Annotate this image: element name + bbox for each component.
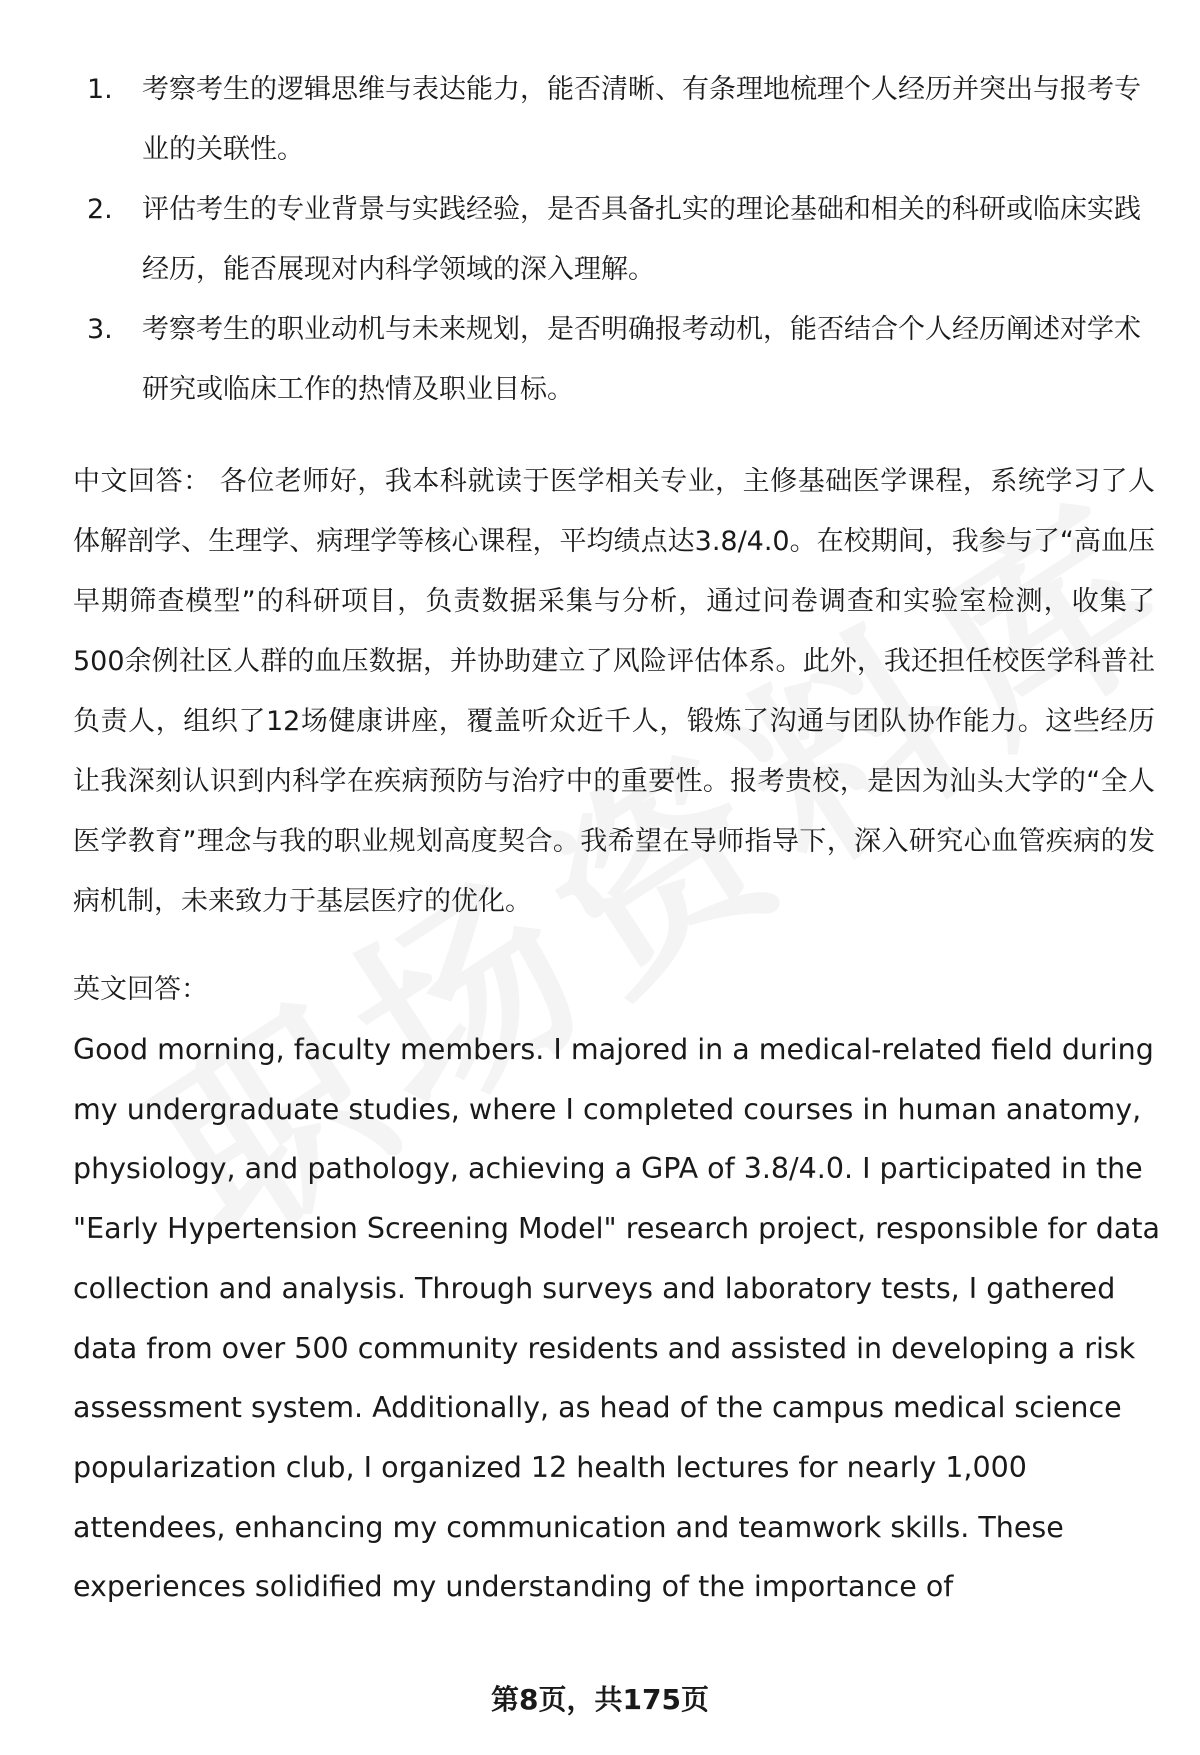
- list-item-text: 评估考生的专业背景与实践经验，是否具备扎实的理论基础和相关的科研或临床实践经历，能否展现对内科学领域的深入理解。: [142, 194, 1141, 285]
- page-number-footer: 第8页，共175页: [491, 1683, 709, 1716]
- chinese-answer-text: 各位老师好，我本科就读于医学相关专业，主修基础医学课程，系统学习了人体解剖学、生理学、病理学等核心课程，平均绩点达3.8/4.0。在校期间，我参与了“高血压早期筛查模型”的科研项目，负责数据采集与分析，通过问卷调查和实验室检测，收集了500余例社区人群的血压数据，并协助建立了风险评估体系。此外，我还担任校医学科普社负责人，组织了12场健康讲座，覆盖听众近千人，锻炼了沟通与团队协作能力。这些经历让我深刻认识到内科学在疾病预防与治疗中的重要性。报考贵校，是因为汕头大学的“全人医学教育”理念与我的职业规划高度契合。我希望在导师指导下，深入研究心血管疾病的发病机制，未来致力于基层医疗的优化。: [73, 466, 1155, 917]
- list-item-number: 3.: [87, 314, 113, 345]
- list-item-text: 考察考生的职业动机与未来规划，是否明确报考动机，能否结合个人经历阐述对学术研究或临床工作的热情及职业目标。: [142, 314, 1141, 405]
- page-content: [73, 60, 1160, 1617]
- list-item: [73, 300, 1155, 420]
- list-item-text: 考察考生的逻辑思维与表达能力，能否清晰、有条理地梳理个人经历并突出与报考专业的关联性。: [142, 74, 1141, 165]
- list-item: [73, 180, 1155, 300]
- evaluation-criteria-list: [73, 60, 1155, 420]
- english-answer-text: Good morning, faculty members. I majored in a medical-related field during my undergraduate studies, where I completed courses in human anatomy, physiology, and pathology, achieving a GPA of 3.8/4.0. I participated in the "Early Hypertension Screening Model" research project, responsible for data collection and analysis. Through surveys and laboratory tests, I gathered data from over 500 community residents and assisted in developing a risk assessment system. Additionally, as head of the campus medical science popularization club, I organized 12 health lectures for nearly 1,000 attendees, enhancing my communication and teamwork skills. These experiences solidified my understanding of the importance of: [73, 1033, 1160, 1604]
- chinese-answer-label: 中文回答：: [73, 466, 211, 497]
- english-answer-label: 英文回答：: [73, 974, 208, 1005]
- list-item-number: 1.: [87, 74, 113, 105]
- chinese-answer-paragraph: [73, 452, 1155, 932]
- list-item-number: 2.: [87, 194, 113, 225]
- list-item: [73, 60, 1155, 180]
